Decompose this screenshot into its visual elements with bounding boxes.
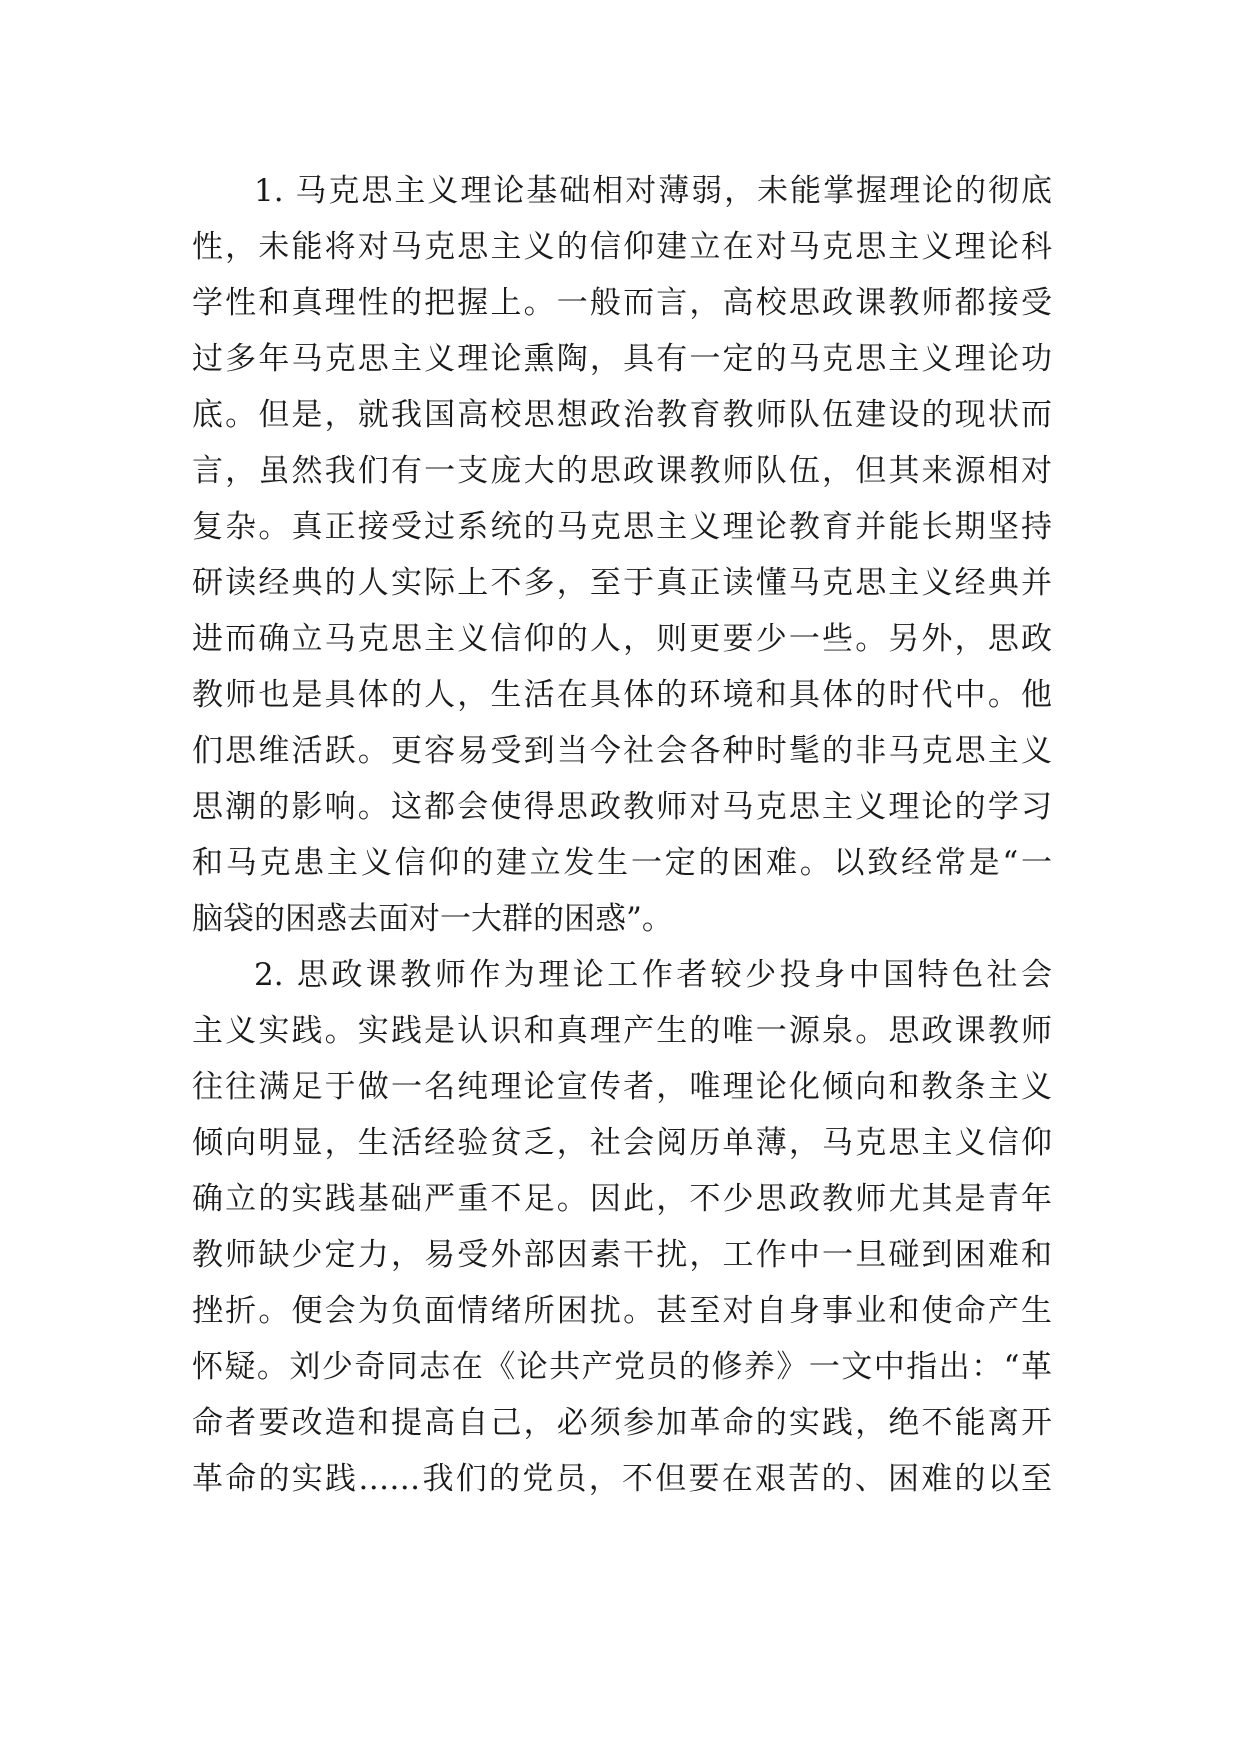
paragraph-1-line-13: 和马克患主义信仰的建立发生一定的困难。以致经常是“一: [192, 845, 1052, 881]
paragraph-1-line-7: 复杂。真正接受过系统的马克思主义理论教育并能长期坚持: [192, 509, 1052, 545]
paragraph-2-line-6: 教师缺少定力，易受外部因素干扰，工作中一旦碰到困难和: [192, 1237, 1052, 1273]
paragraph-2-line-3: 往往满足于做一名纯理论宣传者，唯理论化倾向和教条主义: [192, 1069, 1052, 1105]
paragraph-1-line-4: 过多年马克思主义理论熏陶，具有一定的马克思主义理论功: [192, 341, 1052, 377]
paragraph-1-line-1: 1. 马克思主义理论基础相对薄弱，未能掌握理论的彻底: [254, 173, 1052, 209]
paragraph-1-line-5: 底。但是，就我国高校思想政治教育教师队伍建设的现状而: [192, 397, 1052, 433]
paragraph-1-line-8: 研读经典的人实际上不多，至于真正读懂马克思主义经典并: [192, 565, 1052, 601]
paragraph-2-line-5: 确立的实践基础严重不足。因此，不少思政教师尤其是青年: [192, 1181, 1052, 1217]
paragraph-2-line-1: 2. 思政课教师作为理论工作者较少投身中国特色社会: [254, 957, 1052, 993]
paragraph-1-line-14: 脑袋的困惑去面对一大群的困惑”。: [192, 901, 673, 937]
paragraph-2-line-10: 革命的实践……我们的党员，不但要在艰苦的、困难的以至: [192, 1461, 1052, 1497]
paragraph-2-line-9: 命者要改造和提高自己，必须参加革命的实践，绝不能离开: [192, 1405, 1052, 1441]
paragraph-2-line-7: 挫折。便会为负面情绪所困扰。甚至对自身事业和使命产生: [192, 1293, 1052, 1329]
paragraph-1-line-2: 性，未能将对马克思主义的信仰建立在对马克思主义理论科: [192, 229, 1052, 265]
paragraph-1-line-11: 们思维活跃。更容易受到当今社会各种时髦的非马克思主义: [192, 733, 1052, 769]
paragraph-1-line-6: 言，虽然我们有一支庞大的思政课教师队伍，但其来源相对: [192, 453, 1052, 489]
paragraph-1-line-3: 学性和真理性的把握上。一般而言，高校思政课教师都接受: [192, 285, 1052, 321]
paragraph-1-line-10: 教师也是具体的人，生活在具体的环境和具体的时代中。他: [192, 677, 1052, 713]
paragraph-2-line-8: 怀疑。刘少奇同志在《论共产党员的修养》一文中指出：“革: [192, 1349, 1052, 1385]
paragraph-1-line-12: 思潮的影响。这都会使得思政教师对马克思主义理论的学习: [192, 789, 1052, 825]
paragraph-2-line-4: 倾向明显，生活经验贫乏，社会阅历单薄，马克思主义信仰: [192, 1125, 1052, 1161]
paragraph-1-line-9: 进而确立马克思主义信仰的人，则更要少一些。另外，思政: [192, 621, 1052, 657]
paragraph-2-line-2: 主义实践。实践是认识和真理产生的唯一源泉。思政课教师: [192, 1013, 1052, 1049]
